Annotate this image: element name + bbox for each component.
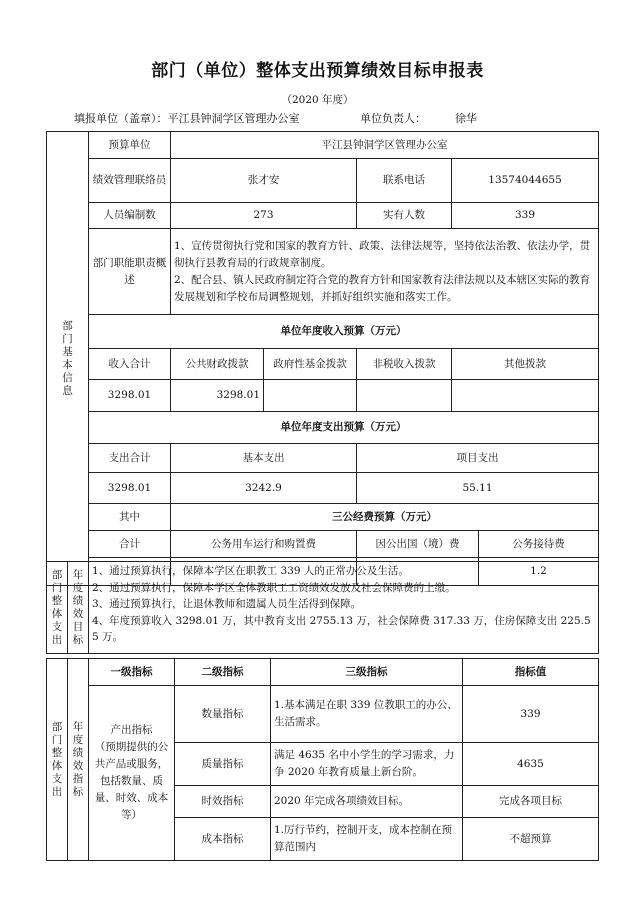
indicator-value: 339 bbox=[463, 686, 599, 743]
indicator-header: 二级指标 bbox=[175, 659, 271, 686]
three-public-header: 合计 bbox=[89, 531, 171, 558]
fiscal-year: （2020 年度） bbox=[281, 94, 354, 106]
three-public-title: 三公经费预算（万元） bbox=[171, 504, 599, 531]
indicator-table bbox=[46, 658, 599, 861]
actual-label: 实有人数 bbox=[357, 203, 452, 229]
income-header: 非税收入拨款 bbox=[357, 349, 452, 380]
expense-header: 项目支出 bbox=[357, 444, 599, 473]
income-value bbox=[264, 380, 357, 412]
level2-indicator: 时效指标 bbox=[175, 786, 271, 818]
indicator-inner-label: 年度绩效指标 bbox=[68, 659, 89, 861]
expense-header: 支出合计 bbox=[89, 444, 171, 473]
contact-person-label: 绩效管理联络员 bbox=[89, 159, 171, 203]
level1-label: 产出指标 bbox=[110, 724, 153, 736]
indicator-header: 一级指标 bbox=[89, 659, 175, 686]
overall-goal-text: 1、通过预算执行，保障本学区在职教工 339 人的正常办公及生活。 2、通过预算执行，保障本学区全体教职工工资绩效发放及社会保障费的上缴。 3、通过预算执行，让退休教师和遗属人员生活得到保障。 4、年度预算收入 3298.01 万，其中教育支出 2755.13 万，社会保障费 317.33 万，住房保障支出 225.55 万。 bbox=[89, 562, 599, 654]
indicator-header: 指标值 bbox=[463, 659, 599, 686]
fill-unit-value: 平江县钟洞学区管理办公室 bbox=[167, 112, 300, 125]
level1-indicator bbox=[89, 686, 175, 861]
expense-title: 单位年度支出预算（万元） bbox=[89, 412, 599, 444]
three-public-header: 因公出国（境）费 bbox=[357, 531, 479, 558]
income-title: 单位年度收入预算（万元） bbox=[89, 315, 599, 349]
budget-unit-label: 预算单位 bbox=[89, 132, 171, 159]
expense-header: 基本支出 bbox=[171, 444, 357, 473]
overall-outer-label: 部门整体支出 bbox=[47, 562, 68, 654]
unit-head-label: 单位负责人： bbox=[360, 112, 426, 125]
overall-goal-table bbox=[46, 561, 599, 654]
unit-head-value: 徐华 bbox=[455, 112, 477, 125]
income-value bbox=[357, 380, 452, 412]
fill-unit-label: 填报单位（盖章）： bbox=[74, 112, 168, 125]
duty-label: 部门职能职责概述 bbox=[89, 229, 171, 315]
fill-unit-line bbox=[74, 110, 300, 126]
phone-label: 联系电话 bbox=[357, 159, 452, 203]
income-header: 公共财政拨款 bbox=[171, 349, 264, 380]
actual-value: 339 bbox=[452, 203, 599, 229]
level3-indicator: 1.厉行节约，控制开支，成本控制在预算范围内 bbox=[271, 818, 463, 861]
contact-person-value: 张才安 bbox=[171, 159, 357, 203]
level3-indicator: 满足 4635 名中小学生的学习需求，力争 2020 年教育质量上新台阶。 bbox=[271, 743, 463, 786]
indicator-value: 不超预算 bbox=[463, 818, 599, 861]
unit-head-line bbox=[360, 110, 426, 126]
staff-label: 人员编制数 bbox=[89, 203, 171, 229]
among-label: 其中 bbox=[89, 504, 171, 531]
budget-unit-value: 平江县钟洞学区管理办公室 bbox=[171, 132, 599, 159]
indicator-header: 三级指标 bbox=[271, 659, 463, 686]
level1-note: （预期提供的公共产品或服务，包括数量、质量、时效、成本等） bbox=[94, 741, 169, 821]
overall-inner-label: 年度绩效目标 bbox=[68, 562, 89, 654]
expense-value: 55.11 bbox=[357, 473, 599, 504]
level2-indicator: 数量指标 bbox=[175, 686, 271, 743]
level2-indicator: 成本指标 bbox=[175, 818, 271, 861]
indicator-value: 4635 bbox=[463, 743, 599, 786]
basic-section-label: 部门基本信息 bbox=[47, 132, 89, 586]
three-public-value: 1.2 bbox=[479, 558, 599, 586]
level2-indicator: 质量指标 bbox=[175, 743, 271, 786]
level3-indicator: 1.基本满足在职 339 位教职工的办公、生活需求。 bbox=[271, 686, 463, 743]
expense-value: 3298.01 bbox=[89, 473, 171, 504]
three-public-header: 公务用车运行和购置费 bbox=[171, 531, 357, 558]
income-header: 政府性基金拨款 bbox=[264, 349, 357, 380]
phone-value: 13574044655 bbox=[452, 159, 599, 203]
income-value bbox=[452, 380, 599, 412]
level3-indicator: 2020 年完成各项绩效目标。 bbox=[271, 786, 463, 818]
staff-value: 273 bbox=[171, 203, 357, 229]
income-header: 其他拨款 bbox=[452, 349, 599, 380]
indicator-outer-label: 部门整体支出 bbox=[47, 659, 68, 861]
indicator-value: 完成各项目标 bbox=[463, 786, 599, 818]
basic-info-table bbox=[46, 131, 599, 586]
income-value: 3298.01 bbox=[89, 380, 171, 412]
duty-text: 1、宣传贯彻执行党和国家的教育方针、政策、法律法规等，坚持依法治教、依法办学，贯彻执行县教育局的行政规章制度。 2、配合县、镇人民政府制定符合党的教育方针和国家教育法律法规以及本辖区实际的教育发展规划和学校布局调整规划，并抓好组织实施和落实工作。 bbox=[171, 229, 599, 315]
income-value: 3298.01 bbox=[171, 380, 264, 412]
page-title: 部门（单位）整体支出预算绩效目标申报表 bbox=[151, 61, 484, 81]
three-public-header: 公务接待费 bbox=[479, 531, 599, 558]
expense-value: 3242.9 bbox=[171, 473, 357, 504]
income-header: 收入合计 bbox=[89, 349, 171, 380]
